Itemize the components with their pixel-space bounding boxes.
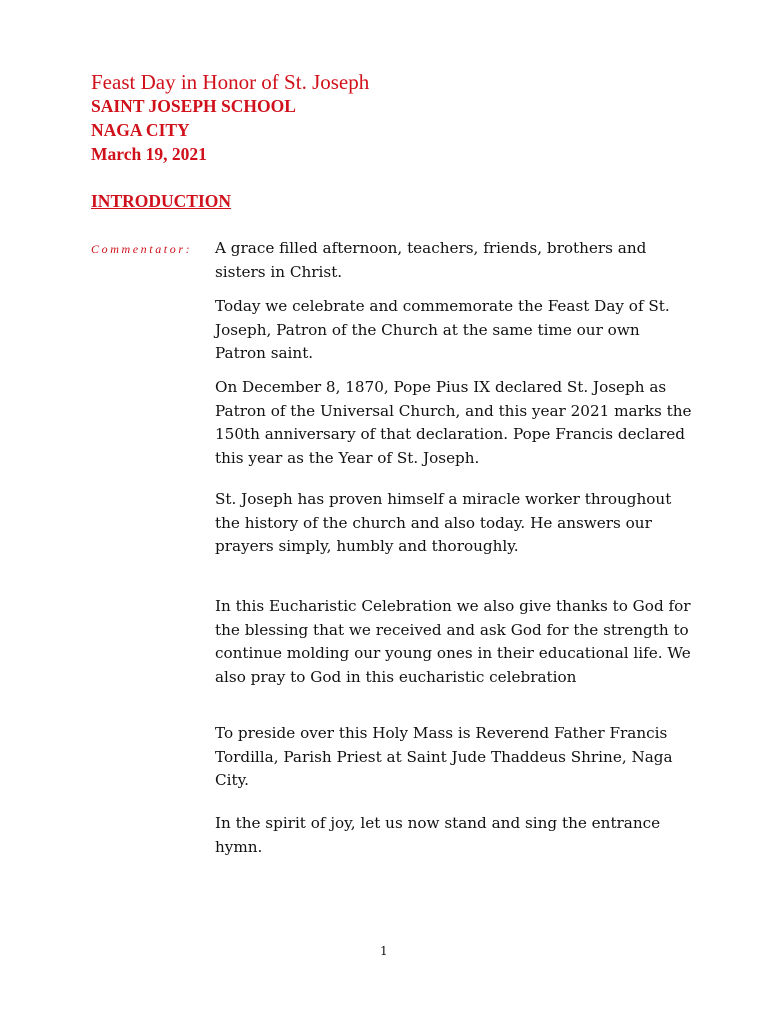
speaker-label: Commentator:	[91, 242, 193, 256]
paragraph: To preside over this Holy Mass is Reverend Father Francis Tordilla, Parish Priest at Saint Jude Thaddeus Shrine, Naga City.	[215, 724, 673, 789]
paragraph: St. Joseph has proven himself a miracle worker throughout the history of the church and also today. He answers our prayers simply, humbly and thoroughly.	[215, 490, 672, 555]
paragraph: In this Eucharistic Celebration we also give thanks to God for the blessing that we received and ask God for the strength to continue molding our young ones in their educational life. We also pray to God in this eucharistic celebration	[215, 597, 691, 686]
paragraph: A grace filled afternoon, teachers, friends, brothers and sisters in Christ.	[215, 239, 647, 281]
city-name: NAGA CITY	[91, 120, 190, 140]
paragraph: On December 8, 1870, Pope Pius IX declared St. Joseph as Patron of the Universal Church, and this year 2021 marks the 150th anniversary of that declaration. Pope Francis declared this year as the Year of St. Joseph.	[215, 378, 692, 467]
page-number: 1	[380, 944, 388, 958]
event-date: March 19, 2021	[91, 144, 207, 164]
paragraph: Today we celebrate and commemorate the Feast Day of St. Joseph, Patron of the Church at the same time our own Patron saint.	[215, 297, 670, 362]
document-title: Feast Day in Honor of St. Joseph	[91, 70, 370, 94]
school-name: SAINT JOSEPH SCHOOL	[91, 96, 296, 116]
section-heading: INTRODUCTION	[91, 191, 232, 211]
paragraph: In the spirit of joy, let us now stand and sing the entrance hymn.	[215, 814, 661, 856]
